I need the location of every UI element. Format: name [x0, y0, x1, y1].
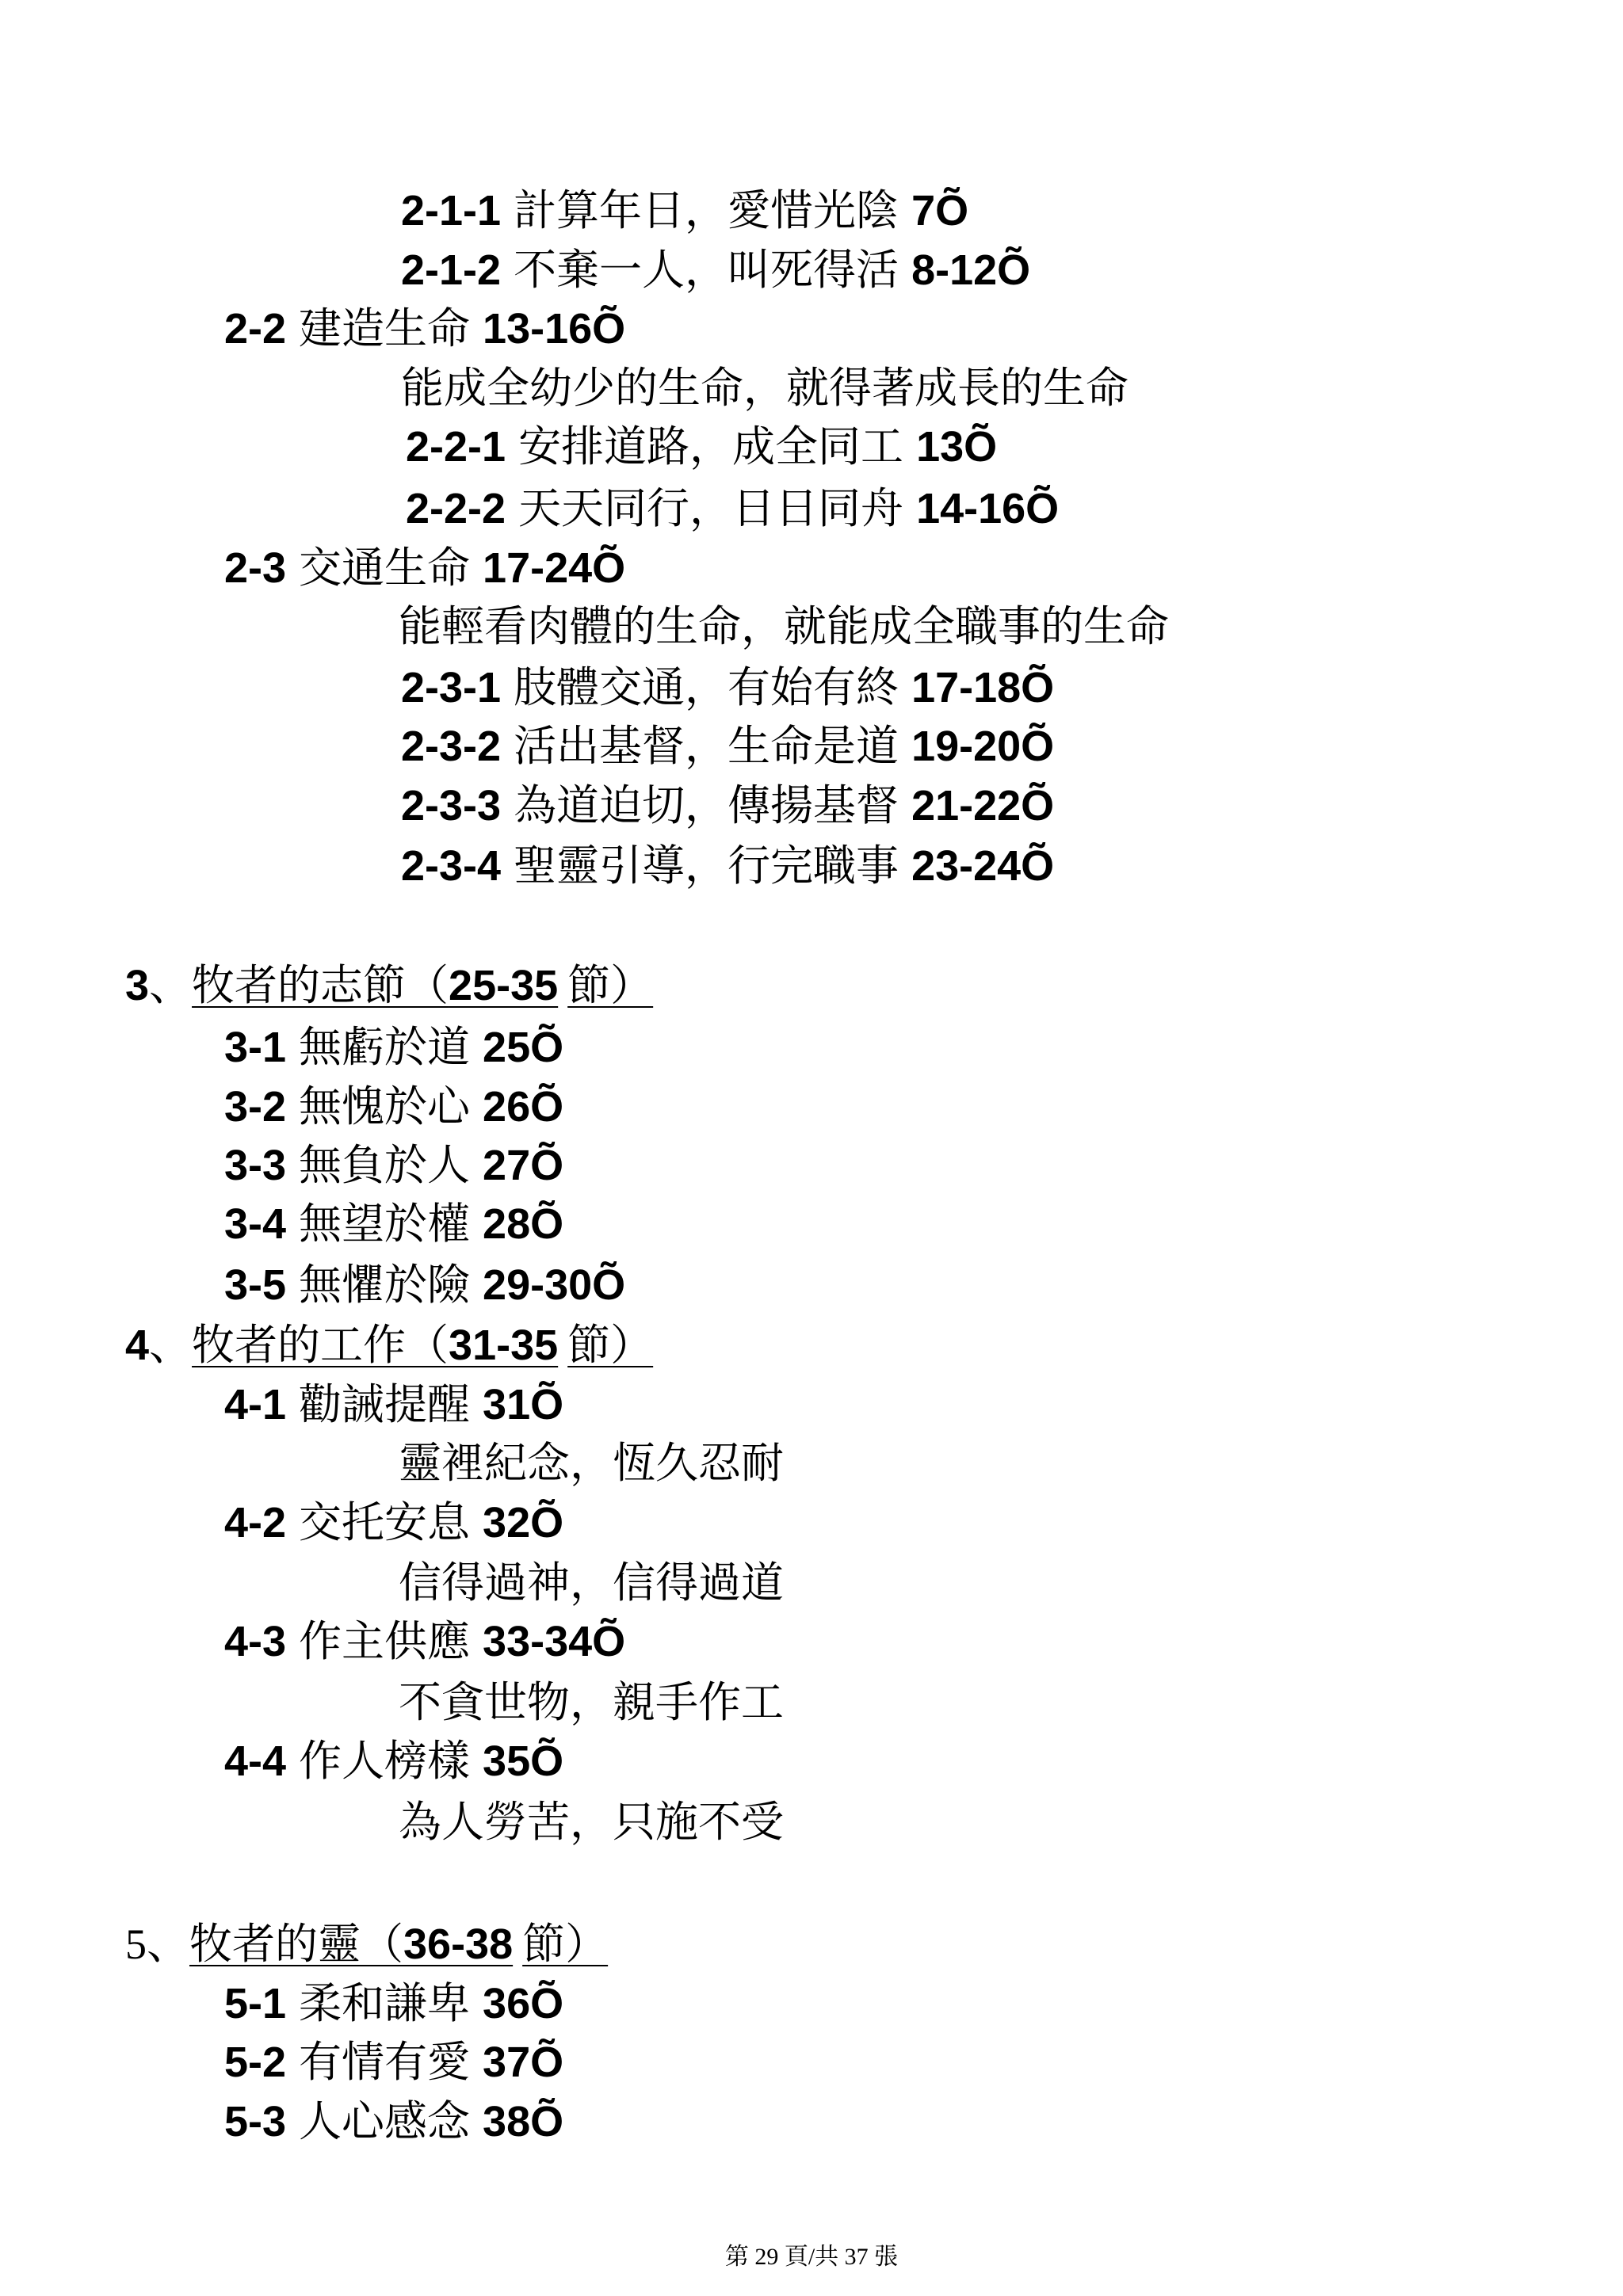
item-note: [399, 1672, 784, 1733]
section-verse-range: 25-35: [449, 962, 559, 1009]
verse-reference: 13-16Õ: [483, 305, 626, 353]
verse-reference: 32Õ: [483, 1499, 564, 1547]
item-note: [399, 1792, 784, 1852]
verse-reference: 31Õ: [483, 1381, 564, 1428]
page-number-label: 第 29 頁/共 37 張: [724, 2244, 899, 2270]
section-number: 5: [125, 1920, 147, 1968]
outline-item-3-2: [224, 1077, 563, 1137]
item-number: 2-2-1: [406, 423, 506, 471]
section-separator: 、: [149, 962, 193, 1009]
item-text: 安排道路，成全同工: [518, 423, 904, 471]
section-heading-5: [125, 1914, 608, 1974]
item-number: 3-3: [224, 1142, 287, 1189]
section-verse-range: 31-35: [449, 1322, 559, 1369]
item-text: 作主供應: [299, 1618, 471, 1665]
outline-item-2-3-3: [401, 776, 1054, 836]
section-title: [192, 962, 653, 1009]
item-number: 2-3-3: [401, 782, 502, 830]
outline-item-4-1: [224, 1375, 563, 1435]
note-text: 能輕看肉體的生命，就能成全職事的生命: [399, 603, 1169, 650]
outline-item-3-4: [224, 1194, 563, 1254]
item-number: 2-3-4: [401, 842, 502, 890]
verse-reference: 17-18Õ: [911, 664, 1055, 711]
outline-item-2-1-1: [401, 181, 968, 241]
verse-reference: 37Õ: [483, 2039, 564, 2086]
outline-item-2-1-2: [401, 240, 1030, 300]
note-text: 靈裡紀念，恆久忍耐: [399, 1440, 784, 1487]
item-text: 勸誡提醒: [299, 1381, 471, 1428]
verse-reference: 36Õ: [483, 1980, 564, 2027]
subsection-number: 2-2: [224, 305, 287, 353]
item-number: 2-3-1: [401, 664, 502, 711]
item-text: 無望於權: [299, 1200, 471, 1248]
item-text: 無虧於道: [299, 1024, 471, 1071]
item-text: 交托安息: [299, 1499, 471, 1547]
verse-reference: 25Õ: [483, 1024, 564, 1071]
verse-reference: 23-24Õ: [911, 842, 1055, 890]
subsection-text: 交通生命: [299, 544, 471, 592]
item-text: 無負於人: [299, 1142, 471, 1189]
subsection-note: [401, 358, 1128, 418]
item-text: 活出基督，生命是道: [514, 723, 899, 770]
section-separator: 、: [147, 1920, 189, 1968]
section-title-tail: 節）: [567, 1322, 654, 1369]
verse-reference: 38Õ: [483, 2098, 564, 2145]
outline-item-4-3: [224, 1611, 625, 1672]
item-text: 肢體交通，有始有終: [514, 664, 899, 711]
outline-item-3-3: [224, 1135, 563, 1196]
item-text: 有情有愛: [299, 2039, 471, 2086]
item-text: 無懼於險: [299, 1261, 471, 1309]
note-text: 信得過神，信得過道: [399, 1559, 784, 1607]
outline-item-2-3-4: [401, 836, 1054, 896]
outline-item-4-2: [224, 1493, 563, 1553]
section-title-tail: 節）: [522, 1920, 609, 1968]
item-note: [399, 1433, 784, 1493]
section-heading-3: [125, 955, 653, 1016]
item-number: 5-3: [224, 2098, 287, 2145]
section-verse-range: 36-38: [403, 1920, 514, 1968]
outline-item-5-2: [224, 2032, 563, 2092]
verse-reference: 35Õ: [483, 1737, 564, 1785]
verse-reference: 33-34Õ: [483, 1618, 626, 1665]
item-number: 5-1: [224, 1980, 287, 2027]
item-text: 為道迫切，傳揚基督: [514, 782, 899, 830]
verse-reference: 27Õ: [483, 1142, 564, 1189]
item-number: 2-1-2: [401, 246, 502, 294]
verse-reference: 13Õ: [916, 423, 998, 471]
item-text: 無愧於心: [299, 1083, 471, 1131]
section-title: [189, 1920, 608, 1968]
item-text: 人心感念: [299, 2098, 471, 2145]
verse-reference: 29-30Õ: [483, 1261, 626, 1309]
outline-item-4-4: [224, 1731, 563, 1791]
subsection-note: [399, 597, 1169, 657]
section-separator: 、: [149, 1322, 193, 1369]
item-number: 4-2: [224, 1499, 287, 1547]
outline-item-2-3-1: [401, 658, 1054, 718]
outline-item-3-5: [224, 1255, 625, 1315]
verse-reference: 28Õ: [483, 1200, 564, 1248]
outline-item-2-3-2: [401, 716, 1054, 776]
item-text: 計算年日，愛惜光陰: [514, 187, 899, 235]
section-title-text: 牧者的靈（: [189, 1920, 403, 1968]
verse-reference: 8-12Õ: [911, 246, 1031, 294]
verse-reference: 19-20Õ: [911, 723, 1055, 770]
outline-item-5-1: [224, 1974, 563, 2034]
section-number: 4: [125, 1322, 150, 1369]
note-text: 為人勞苦，只施不受: [399, 1798, 784, 1846]
item-text: 天天同行，日日同舟: [518, 485, 904, 532]
outline-item-5-3: [224, 2092, 563, 2152]
note-text: 能成全幼少的生命，就得著成長的生命: [401, 364, 1128, 412]
verse-reference: 26Õ: [483, 1083, 564, 1131]
item-number: 3-5: [224, 1261, 287, 1309]
section-number: 3: [125, 962, 150, 1009]
outline-subsection-2-3: [224, 538, 625, 598]
section-title-text: 牧者的志節（: [192, 962, 449, 1009]
item-number: 5-2: [224, 2039, 287, 2086]
section-title-tail: 節）: [567, 962, 654, 1009]
item-number: 2-2-2: [406, 485, 506, 532]
item-number: 4-1: [224, 1381, 287, 1428]
item-number: 3-1: [224, 1024, 287, 1071]
outline-item-2-2-2: [406, 479, 1059, 539]
item-text: 聖靈引導，行完職事: [514, 842, 899, 890]
verse-reference: 17-24Õ: [483, 544, 626, 592]
verse-reference: 21-22Õ: [911, 782, 1055, 830]
item-text: 不棄一人，叫死得活: [514, 246, 899, 294]
item-number: 4-4: [224, 1737, 287, 1785]
item-text: 作人榜樣: [299, 1737, 471, 1785]
outline-item-2-2-1: [406, 417, 997, 477]
subsection-number: 2-3: [224, 544, 287, 592]
section-title: [192, 1322, 653, 1369]
item-number: 2-3-2: [401, 723, 502, 770]
item-number: 3-2: [224, 1083, 287, 1131]
note-text: 不貪世物，親手作工: [399, 1679, 784, 1726]
page-footer: [0, 2241, 1623, 2274]
verse-reference: 7Õ: [911, 187, 969, 235]
item-number: 3-4: [224, 1200, 287, 1248]
subsection-text: 建造生命: [299, 305, 471, 353]
outline-subsection-2-2: [224, 299, 625, 359]
item-number: 4-3: [224, 1618, 287, 1665]
section-heading-4: [125, 1315, 653, 1375]
outline-item-3-1: [224, 1017, 563, 1077]
item-number: 2-1-1: [401, 187, 502, 235]
section-title-text: 牧者的工作（: [192, 1322, 449, 1369]
item-note: [399, 1553, 784, 1613]
verse-reference: 14-16Õ: [916, 485, 1060, 532]
item-text: 柔和謙卑: [299, 1980, 471, 2027]
